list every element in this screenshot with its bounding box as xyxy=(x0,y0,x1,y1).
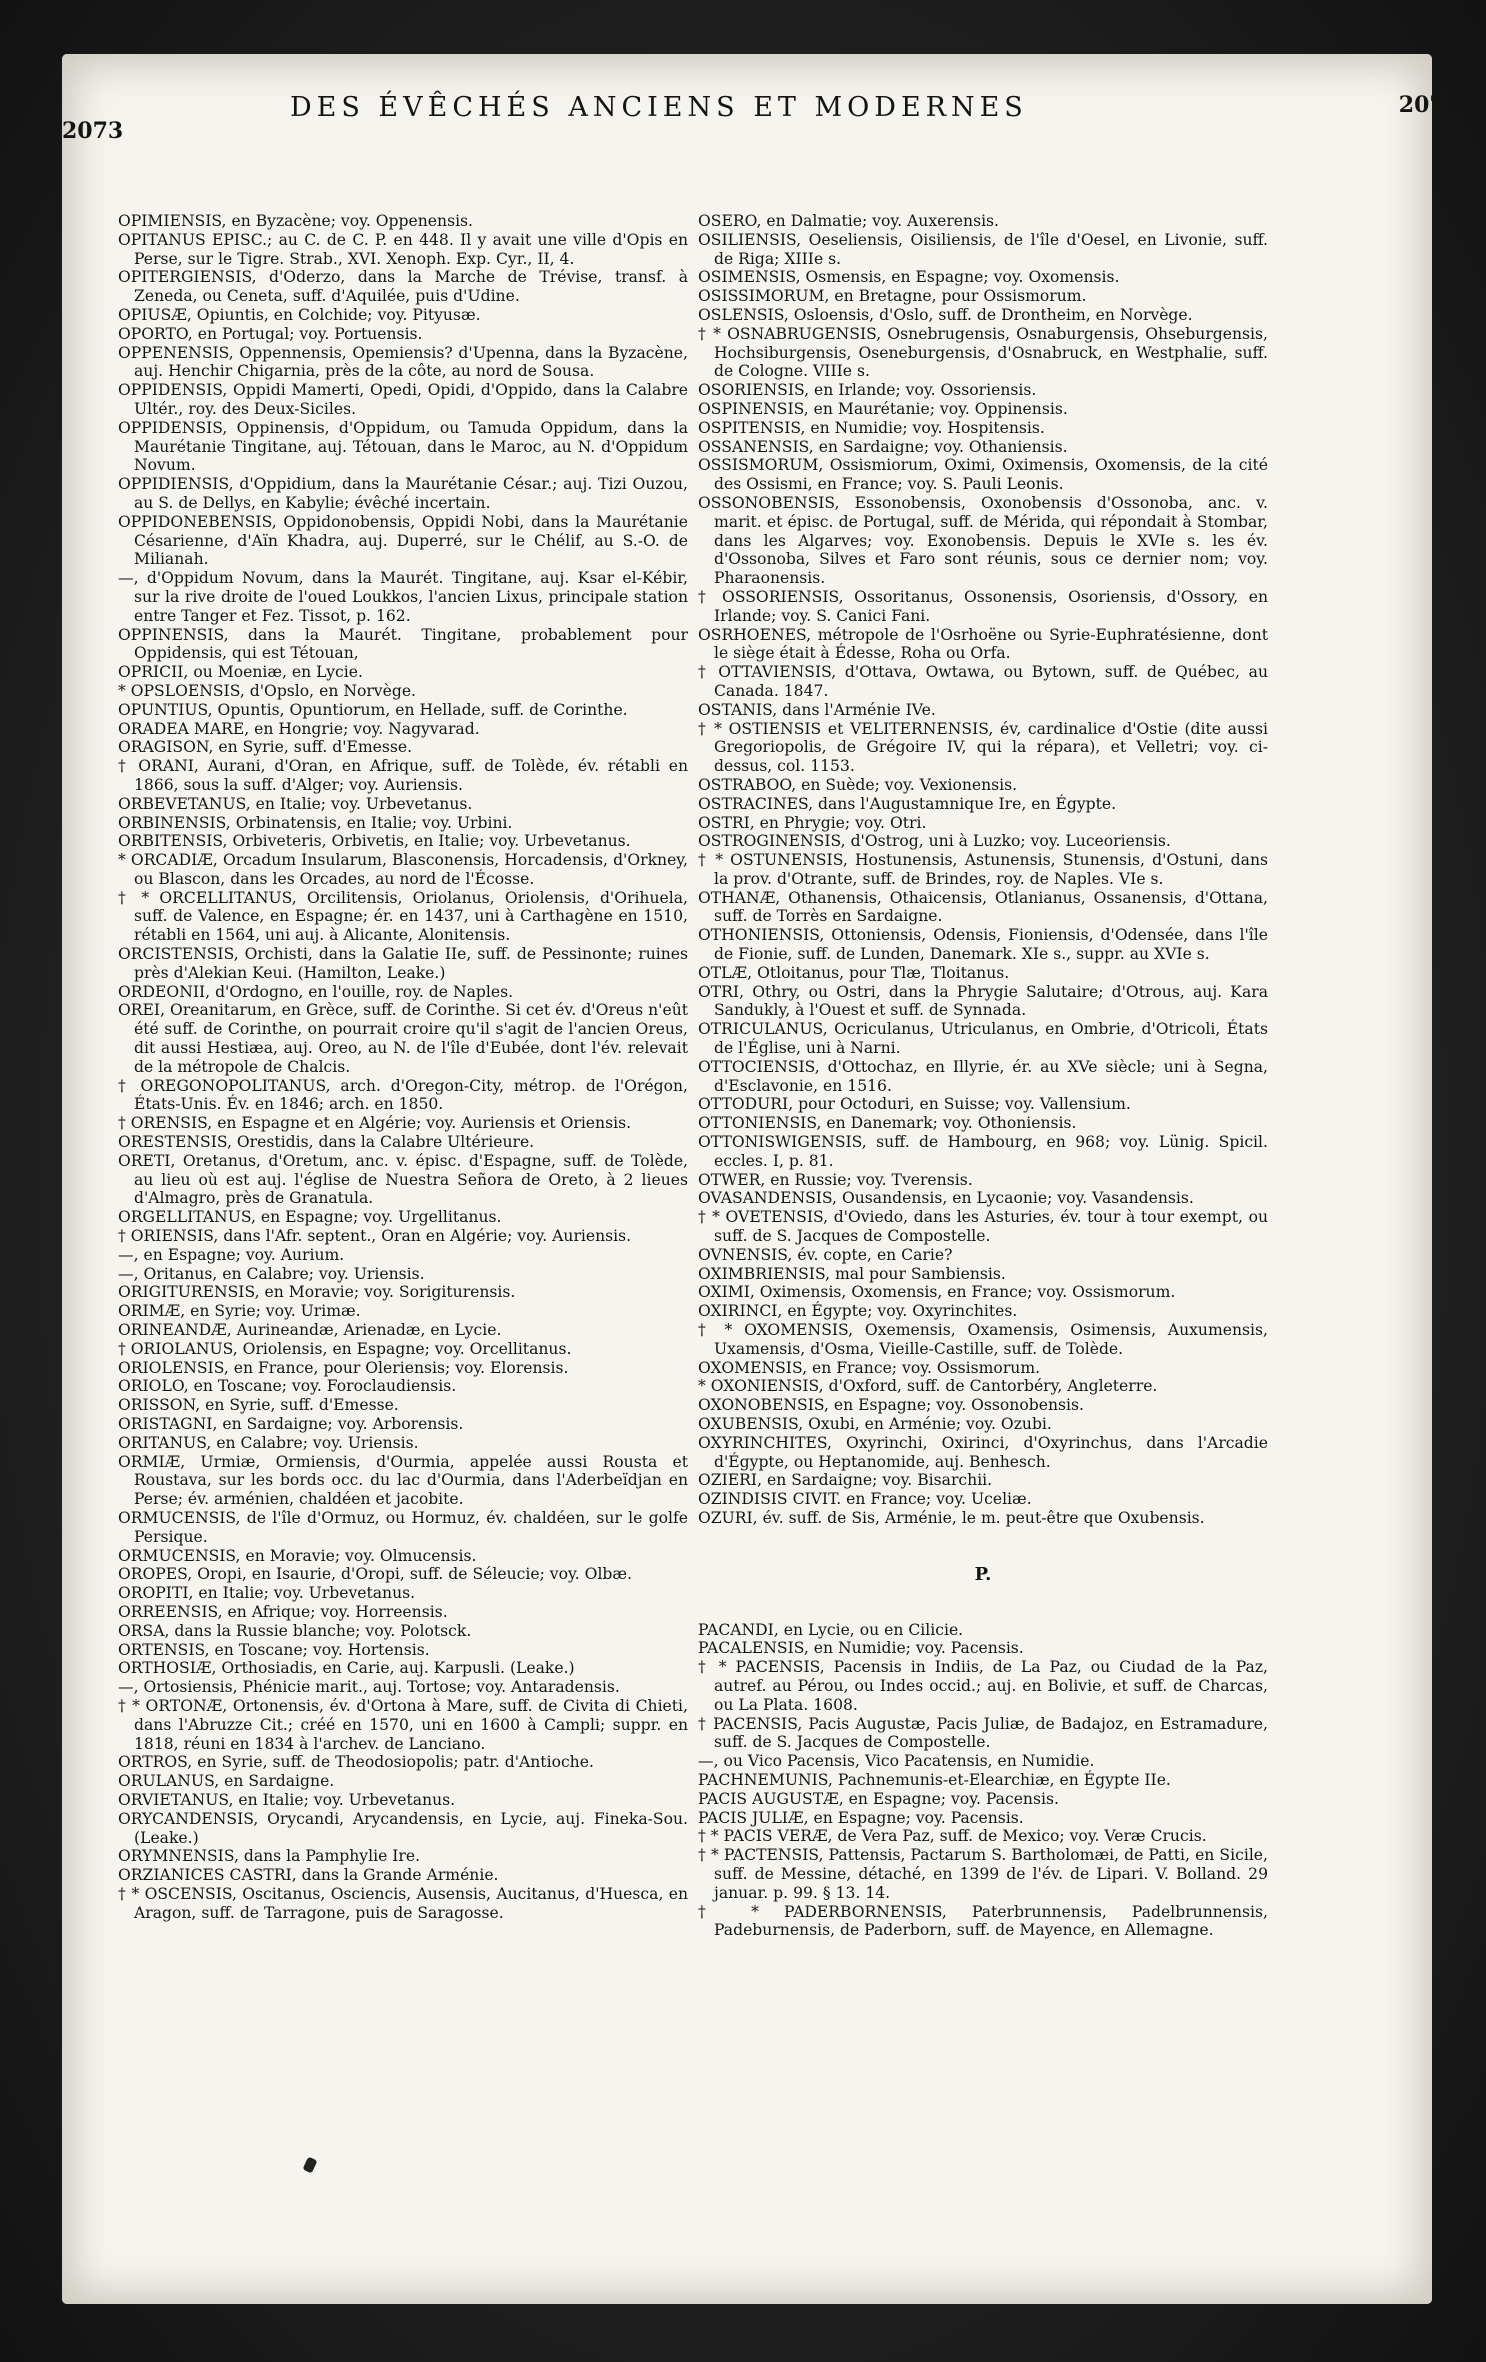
dictionary-entry: ORIGITURENSIS, en Moravie; voy. Sorigiturensis. xyxy=(118,1283,516,1302)
dictionary-entry: OSILIENSIS, Oeseliensis, Oisiliensis, de l'île d'Oesel, en Livonie, suff. de Riga; XIIIe s. xyxy=(698,230,1268,268)
dictionary-entry: OSTRI, en Phrygie; voy. Otri. xyxy=(698,813,927,832)
dictionary-entry: ORBINENSIS, Orbinatensis, en Italie; voy. Urbini. xyxy=(118,813,513,832)
dictionary-entry: ORMUCENSIS, en Moravie; voy. Olmucensis. xyxy=(118,1546,477,1565)
dictionary-entry: ORSA, dans la Russie blanche; voy. Polotsck. xyxy=(118,1621,472,1640)
dictionary-entry: PACALENSIS, en Numidie; voy. Pacensis. xyxy=(698,1639,1024,1658)
dictionary-entry: ORMIÆ, Urmiæ, Ormiensis, d'Ourmia, appelée aussi Rousta et Roustava, sur les bords occ. du lac d'Ourmia, dans l'Aderbeïdjan en Perse; év. arménien, chaldéen et jacobite. xyxy=(118,1452,688,1509)
dictionary-entry: OROPITI, en Italie; voy. Urbevetanus. xyxy=(118,1584,416,1603)
dictionary-entry: —, en Espagne; voy. Aurium. xyxy=(118,1245,345,1264)
dictionary-entry: † * PADERBORNENSIS, Paterbrunnensis, Padelbrunnensis, Padeburnensis, de Paderborn, suff. de Mayence, en Allemagne. xyxy=(698,1902,1268,1940)
dictionary-entry: OPPIDONEBENSIS, Oppidonobensis, Oppidi Nobi, dans la Maurétanie Césarienne, d'Aïn Khadra, auj. Duperré, sur le Chélif, au S.-O. de Milianah. xyxy=(118,512,688,569)
dictionary-entry: † ORIENSIS, dans l'Afr. septent., Oran en Algérie; voy. Auriensis. xyxy=(118,1227,632,1246)
dictionary-entry: ORBITENSIS, Orbiveteris, Orbivetis, en Italie; voy. Urbevetanus. xyxy=(118,832,631,851)
dictionary-entry: ORULANUS, en Sardaigne. xyxy=(118,1772,335,1791)
dictionary-entry: ORADEA MARE, en Hongrie; voy. Nagyvarad. xyxy=(118,719,480,738)
dictionary-entry: * ORCADIÆ, Orcadum Insularum, Blasconensis, Horcadensis, d'Orkney, ou Blascon, dans les Orcades, au nord de l'Écosse. xyxy=(118,851,688,888)
dictionary-entry: ORCISTENSIS, Orchisti, dans la Galatie IIe, suff. de Pessinonte; ruines près d'Alekian Keui. (Hamilton, Leake.) xyxy=(118,945,688,982)
dictionary-entry: ORMUCENSIS, de l'île d'Ormuz, ou Hormuz, év. chaldéen, sur le golfe Persique. xyxy=(118,1508,688,1546)
dictionary-entry: ORZIANICES CASTRI, dans la Grande Arménie. xyxy=(118,1866,499,1885)
page-number-right: 2074 xyxy=(1398,92,1460,118)
running-title: DES ÉVÊCHÉS ANCIENS ET MODERNES xyxy=(290,92,1028,123)
dictionary-entry: OXUBENSIS, Oxubi, en Arménie; voy. Ozubi. xyxy=(698,1415,1052,1433)
page-number-left: 2073 xyxy=(62,118,124,144)
dictionary-entry: † ORIOLANUS, Oriolensis, en Espagne; voy. Orcellitanus. xyxy=(118,1339,572,1358)
dictionary-entry: † OSSORIENSIS, Ossoritanus, Ossonensis, Osoriensis, d'Ossory, en Irlande; voy. S. Canici Fani. xyxy=(698,587,1268,625)
dictionary-entry: OPUNTIUS, Opuntis, Opuntiorum, en Hellade, suff. de Corinthe. xyxy=(118,700,628,719)
dictionary-entry: OXIMI, Oximensis, Oxomensis, en France; voy. Ossismorum. xyxy=(698,1283,1176,1302)
dictionary-entry: OPITERGIENSIS, d'Oderzo, dans la Marche de Trévise, transf. à Zeneda, ou Ceneta, suff. d'Aquilée, puis d'Udine. xyxy=(118,268,688,306)
dictionary-entry: ORITANUS, en Calabre; voy. Uriensis. xyxy=(118,1433,419,1452)
dictionary-entry: OSTROGINENSIS, d'Ostrog, uni à Luzko; voy. Luceoriensis. xyxy=(698,832,1171,851)
dictionary-entry: OXONOBENSIS, en Espagne; voy. Ossonobensis. xyxy=(698,1396,1084,1415)
dictionary-entry: † * OVETENSIS, d'Oviedo, dans les Asturies, év. tour à tour exempt, ou suff. de S. Jacques de Compostelle. xyxy=(698,1208,1268,1246)
left-column xyxy=(118,212,688,1923)
dictionary-entry: OTHONIENSIS, Ottoniensis, Odensis, Fioniensis, d'Odensée, dans l'île de Fionie, suff. de Lunden, Danemark. XIe s., suppr. au XVIe s. xyxy=(698,926,1268,964)
dictionary-entry: OPPIDIENSIS, d'Oppidium, dans la Maurétanie César.; auj. Tizi Ouzou, au S. de Dellys, en Kabylie; évêché incertain. xyxy=(118,475,688,512)
dictionary-entry: OSPINENSIS, en Maurétanie; voy. Oppinensis. xyxy=(698,399,1068,418)
dictionary-entry: OZURI, év. suff. de Sis, Arménie, le m. peut-être que Oxubensis. xyxy=(698,1508,1205,1527)
dictionary-entry: OTWER, en Russie; voy. Tverensis. xyxy=(698,1170,973,1189)
dictionary-entry: ORBEVETANUS, en Italie; voy. Urbevetanus. xyxy=(118,794,473,813)
dictionary-entry: † * OSTUNENSIS, Hostunensis, Astunensis, Stunensis, d'Ostuni, dans la prov. d'Otrante, suff. de Brindes, roy. de Naples. VIe s. xyxy=(698,851,1268,888)
dictionary-entry: OTTOCIENSIS, d'Ottochaz, en Illyrie, ér. au XVe siècle; uni à Segna, d'Esclavonie, en 1516. xyxy=(698,1057,1268,1095)
dictionary-entry: —, Ortosiensis, Phénicie marit., auj. Tortose; voy. Antaradensis. xyxy=(118,1678,620,1697)
right-column-entries xyxy=(698,212,1268,1528)
dictionary-entry: OPRICII, ou Moeniæ, en Lycie. xyxy=(118,663,363,682)
dictionary-entry: OROPES, Oropi, en Isaurie, d'Oropi, suff. de Séleucie; voy. Olbæ. xyxy=(118,1565,633,1584)
dictionary-entry: PACANDI, en Lycie, ou en Cilicie. xyxy=(698,1620,964,1639)
dictionary-entry: OSLENSIS, Osloensis, d'Oslo, suff. de Drontheim, en Norvège. xyxy=(698,305,1193,324)
dictionary-entry: OTRICULANUS, Ocriculanus, Utriculanus, en Ombrie, d'Otricoli, États de l'Église, uni à Narni. xyxy=(698,1020,1268,1058)
dictionary-entry: —, ou Vico Pacensis, Vico Pacatensis, en Numidie. xyxy=(698,1752,1095,1771)
dictionary-entry: PACIS AUGUSTÆ, en Espagne; voy. Pacensis. xyxy=(698,1789,1059,1808)
dictionary-entry: OPPINENSIS, dans la Maurét. Tingitane, probablement pour Oppidensis, qui est Tétouan, xyxy=(118,625,688,663)
dictionary-entry: ORYCANDENSIS, Orycandi, Arycandensis, en Lycie, auj. Fineka-Sou. (Leake.) xyxy=(118,1809,688,1847)
dictionary-entry: OXOMENSIS, en France; voy. Ossismorum. xyxy=(698,1358,1041,1377)
dictionary-entry: ORETI, Oretanus, d'Oretum, anc. v. épisc. d'Espagne, suff. de Tolède, au lieu où est auj. l'église de Nuestra Señora de Oreto, à 2 lieues d'Almagro, près de Granatula. xyxy=(118,1151,688,1208)
dictionary-entry: ORISSON, en Syrie, suff. d'Emesse. xyxy=(118,1396,399,1415)
dictionary-entry: ORYMNENSIS, dans la Pamphylie Ire. xyxy=(118,1847,421,1866)
dictionary-entry: OZIERI, en Sardaigne; voy. Bisarchii. xyxy=(698,1471,993,1490)
dictionary-entry: OSORIENSIS, en Irlande; voy. Ossoriensis. xyxy=(698,381,1037,400)
dictionary-entry: OTTONISWIGENSIS, suff. de Hambourg, en 968; voy. Lünig. Spicil. eccles. I, p. 81. xyxy=(698,1133,1268,1170)
dictionary-entry: * OXONIENSIS, d'Oxford, suff. de Cantorbéry, Angleterre. xyxy=(698,1377,1158,1396)
dictionary-entry: ORGELLITANUS, en Espagne; voy. Urgellitanus. xyxy=(118,1208,502,1227)
dictionary-entry: * OPSLOENSIS, d'Opslo, en Norvège. xyxy=(118,681,417,700)
section-p-entries xyxy=(698,1621,1268,1941)
dictionary-entry: PACHNEMUNIS, Pachnemunis-et-Elearchiæ, en Égypte IIe. xyxy=(698,1770,1171,1789)
dictionary-entry: OTTODURI, pour Octoduri, en Suisse; voy. Vallensium. xyxy=(698,1095,1131,1114)
dictionary-entry: OSISSIMORUM, en Bretagne, pour Ossismorum. xyxy=(698,287,1087,306)
dictionary-entry: † PACENSIS, Pacis Augustæ, Pacis Juliæ, de Badajoz, en Estramadure, suff. de S. Jacques de Compostelle. xyxy=(698,1714,1268,1752)
dictionary-entry: † ORENSIS, en Espagne et en Algérie; voy. Auriensis et Oriensis. xyxy=(118,1114,632,1133)
dictionary-entry: ORIMÆ, en Syrie; voy. Urimæ. xyxy=(118,1302,361,1321)
dictionary-entry: † * PACIS VERÆ, de Vera Paz, suff. de Mexico; voy. Veræ Crucis. xyxy=(698,1827,1207,1846)
dictionary-entry: † * PACTENSIS, Pattensis, Pactarum S. Bartholomæi, de Patti, en Sicile, suff. de Messine, détaché, en 1399 de l'év. de Lipari. V. Bolland. 29 januar. p. 99. § 13. 14. xyxy=(698,1846,1268,1902)
dictionary-entry: ORISTAGNI, en Sardaigne; voy. Arborensis. xyxy=(118,1415,464,1433)
dictionary-entry: OVASANDENSIS, Ousandensis, en Lycaonie; voy. Vasandensis. xyxy=(698,1189,1194,1208)
dictionary-entry: OXIMBRIENSIS, mal pour Sambiensis. xyxy=(698,1264,1006,1283)
dictionary-entry: OSTANIS, dans l'Arménie IVe. xyxy=(698,700,936,719)
dictionary-entry: ORAGISON, en Syrie, suff. d'Emesse. xyxy=(118,738,413,757)
dictionary-entry: OZINDISIS CIVIT. en France; voy. Uceliæ. xyxy=(698,1490,1032,1509)
dictionary-entry: OPPENENSIS, Oppennensis, Opemiensis? d'Upenna, dans la Byzacène, auj. Henchir Chigarnia, près de la côte, au nord de Sousa. xyxy=(118,343,688,381)
dictionary-entry: —, d'Oppidum Novum, dans la Maurét. Tingitane, auj. Ksar el-Kébir, sur la rive droite de l'oued Loukkos, l'ancien Lixus, principale station entre Tanger et Fez. Tissot, p. 162. xyxy=(118,569,688,625)
dictionary-entry: † ORANI, Aurani, d'Oran, en Afrique, suff. de Tolède, év. rétabli en 1866, sous la suff. d'Alger; voy. Auriensis. xyxy=(118,757,688,794)
dictionary-entry: † * OSCENSIS, Oscitanus, Osciencis, Ausensis, Aucitanus, d'Huesca, en Aragon, suff. de Tarragone, puis de Saragosse. xyxy=(118,1884,688,1922)
dictionary-entry: † * ORCELLITANUS, Orcilitensis, Oriolanus, Oriolensis, d'Orihuela, suff. de Valence, en Espagne; ér. en 1437, uni à Carthagène en 1510, rétabli en 1564, uni auj. à Alicante, Alonitensis. xyxy=(118,888,688,945)
dictionary-entry: ORTROS, en Syrie, suff. de Theodosiopolis; patr. d'Antioche. xyxy=(118,1753,594,1772)
dictionary-entry: OSSONOBENSIS, Essonobensis, Oxonobensis d'Ossonoba, anc. v. marit. et épisc. de Portugal, suff. de Mérida, qui répondait à Stombar, dans les Algarves; voy. Exonobensis. Depuis le XVIe s. les év. d'Ossonoba, Silves et Faro sont réunis, sous ce dernier nom; voy. Pharaonensis. xyxy=(698,493,1268,588)
dictionary-entry: OTLÆ, Otloitanus, pour Tlæ, Tloitanus. xyxy=(698,963,1010,982)
dictionary-entry: OXIRINCI, en Égypte; voy. Oxyrinchites. xyxy=(698,1302,1018,1321)
dictionary-entry: OSERO, en Dalmatie; voy. Auxerensis. xyxy=(698,212,1000,230)
dictionary-entry: ORDEONII, d'Ordogno, en l'ouille, roy. de Naples. xyxy=(118,982,514,1001)
dictionary-entry: ORINEANDÆ, Aurineandæ, Arienadæ, en Lycie. xyxy=(118,1321,502,1340)
dictionary-entry: † OREGONOPOLITANUS, arch. d'Oregon-City, métrop. de l'Orégon, États-Unis. Év. en 1846; arch. en 1850. xyxy=(118,1076,688,1114)
dictionary-entry: OREI, Oreanitarum, en Grèce, suff. de Corinthe. Si cet év. d'Oreus n'eût été suff. de Corinthe, on pourrait croire qu'il s'agit de l'ancien Oreus, dit aussi Hestiæa, auj. Oreo, au N. de l'île d'Eubée, dont l'év. relevait de la métropole de Chalcis. xyxy=(118,1001,688,1076)
dictionary-entry: † * ORTONÆ, Ortonensis, év. d'Ortona à Mare, suff. de Civita di Chieti, dans l'Abruzze Cit.; créé en 1570, uni en 1600 à Campli; suppr. en 1818, réuni en 1834 à l'archev. de Lanciano. xyxy=(118,1696,688,1753)
dictionary-entry: ORTENSIS, en Toscane; voy. Hortensis. xyxy=(118,1640,430,1659)
dictionary-entry: OSIMENSIS, Osmensis, en Espagne; voy. Oxomensis. xyxy=(698,268,1120,287)
dictionary-entry: OSSISMORUM, Ossismiorum, Oximi, Oximensis, Oxomensis, de la cité des Ossismi, en France; voy. S. Pauli Leonis. xyxy=(698,456,1268,494)
dictionary-entry: ORVIETANUS, en Italie; voy. Urbevetanus. xyxy=(118,1790,456,1809)
dictionary-entry: OTRI, Othry, ou Ostri, dans la Phrygie Salutaire; d'Otrous, auj. Kara Sandukly, à l'Ouest et suff. de Synnada. xyxy=(698,982,1268,1020)
dictionary-entry: † * OSNABRUGENSIS, Osnebrugensis, Osnaburgensis, Ohseburgensis, Hochsiburgensis, Oseneburgensis, d'Osnabruck, en Westphalie, suff. de Cologne. VIIIe s. xyxy=(698,324,1268,381)
dictionary-entry: OPPIDENSIS, Oppinensis, d'Oppidum, ou Tamuda Oppidum, dans la Maurétanie Tingitane, auj. Tétouan, dans le Maroc, au N. d'Oppidum Novum. xyxy=(118,418,688,475)
section-heading-p: P. xyxy=(974,1563,992,1585)
dictionary-entry: † * PACENSIS, Pacensis in Indiis, de La Paz, ou Ciudad de la Paz, autref. au Pérou, ou Indes occid.; auj. en Bolivie, et suff. de Charcas, ou La Plata. 1608. xyxy=(698,1658,1268,1714)
dictionary-entry: OTHANÆ, Othanensis, Othaicensis, Otlanianus, Ossanensis, d'Ottana, suff. de Torrès en Sardaigne. xyxy=(698,888,1268,926)
dictionary-entry: OSPITENSIS, en Numidie; voy. Hospitensis. xyxy=(698,418,1045,437)
dictionary-entry: OPIMIENSIS, en Byzacène; voy. Oppenensis. xyxy=(118,212,474,230)
dictionary-entry: † OTTAVIENSIS, d'Ottava, Owtawa, ou Bytown, suff. de Québec, au Canada. 1847. xyxy=(698,663,1268,700)
right-column xyxy=(698,212,1268,1940)
dictionary-entry: OVNENSIS, év. copte, en Carie? xyxy=(698,1245,953,1264)
dictionary-entry: OSTRACINES, dans l'Augustamnique Ire, en Égypte. xyxy=(698,794,1117,813)
dictionary-entry: ORIOLO, en Toscane; voy. Foroclaudiensis. xyxy=(118,1377,457,1396)
dictionary-entry: OPORTO, en Portugal; voy. Portuensis. xyxy=(118,324,423,343)
dictionary-entry: PACIS JULIÆ, en Espagne; voy. Pacensis. xyxy=(698,1808,1024,1827)
dictionary-entry: —, Oritanus, en Calabre; voy. Uriensis. xyxy=(118,1264,425,1283)
dictionary-entry: OSTRABOO, en Suède; voy. Vexionensis. xyxy=(698,775,1018,794)
dictionary-entry: OXYRINCHITES, Oxyrinchi, Oxirinci, d'Oxyrinchus, dans l'Arcadie d'Égypte, ou Heptanomide, auj. Benhesch. xyxy=(698,1433,1268,1471)
dictionary-entry: OSSANENSIS, en Sardaigne; voy. Othaniensis. xyxy=(698,437,1068,456)
dictionary-entry: ORREENSIS, en Afrique; voy. Horreensis. xyxy=(118,1602,448,1621)
dictionary-entry: OPPIDENSIS, Oppidi Mamerti, Opedi, Opidi, d'Oppido, dans la Calabre Ultér., roy. des Deux-Siciles. xyxy=(118,381,688,418)
dictionary-entry: OTTONIENSIS, en Danemark; voy. Othoniensis. xyxy=(698,1114,1077,1133)
dictionary-entry: † * OSTIENSIS et VELITERNENSIS, év, cardinalice d'Ostie (dite aussi Gregoriopolis, de Grégoire IV, qui la répara), et Velletri; voy. ci-dessus, col. 1153. xyxy=(698,719,1268,776)
dictionary-entry: ORIOLENSIS, en France, pour Oleriensis; voy. Elorensis. xyxy=(118,1358,569,1377)
dictionary-entry: ORTHOSIÆ, Orthosiadis, en Carie, auj. Karpusli. (Leake.) xyxy=(118,1659,575,1678)
dictionary-entry: OPIUSÆ, Opiuntis, en Colchide; voy. Pityusæ. xyxy=(118,305,481,324)
dictionary-entry: † * OXOMENSIS, Oxemensis, Oxamensis, Osimensis, Auxumensis, Uxamensis, d'Osma, Vieille-Castille, suff. de Tolède. xyxy=(698,1321,1268,1358)
dictionary-entry: OSRHOENES, métropole de l'Osrhoëne ou Syrie-Euphratésienne, dont le siège était à Édesse, Roha ou Orfa. xyxy=(698,625,1268,663)
dictionary-entry: ORESTENSIS, Orestidis, dans la Calabre Ultérieure. xyxy=(118,1133,535,1152)
dictionary-entry: OPITANUS EPISC.; au C. de C. P. en 448. Il y avait une ville d'Opis en Perse, sur le Tigre. Strab., XVI. Xenoph. Exp. Cyr., II, 4. xyxy=(118,230,688,268)
